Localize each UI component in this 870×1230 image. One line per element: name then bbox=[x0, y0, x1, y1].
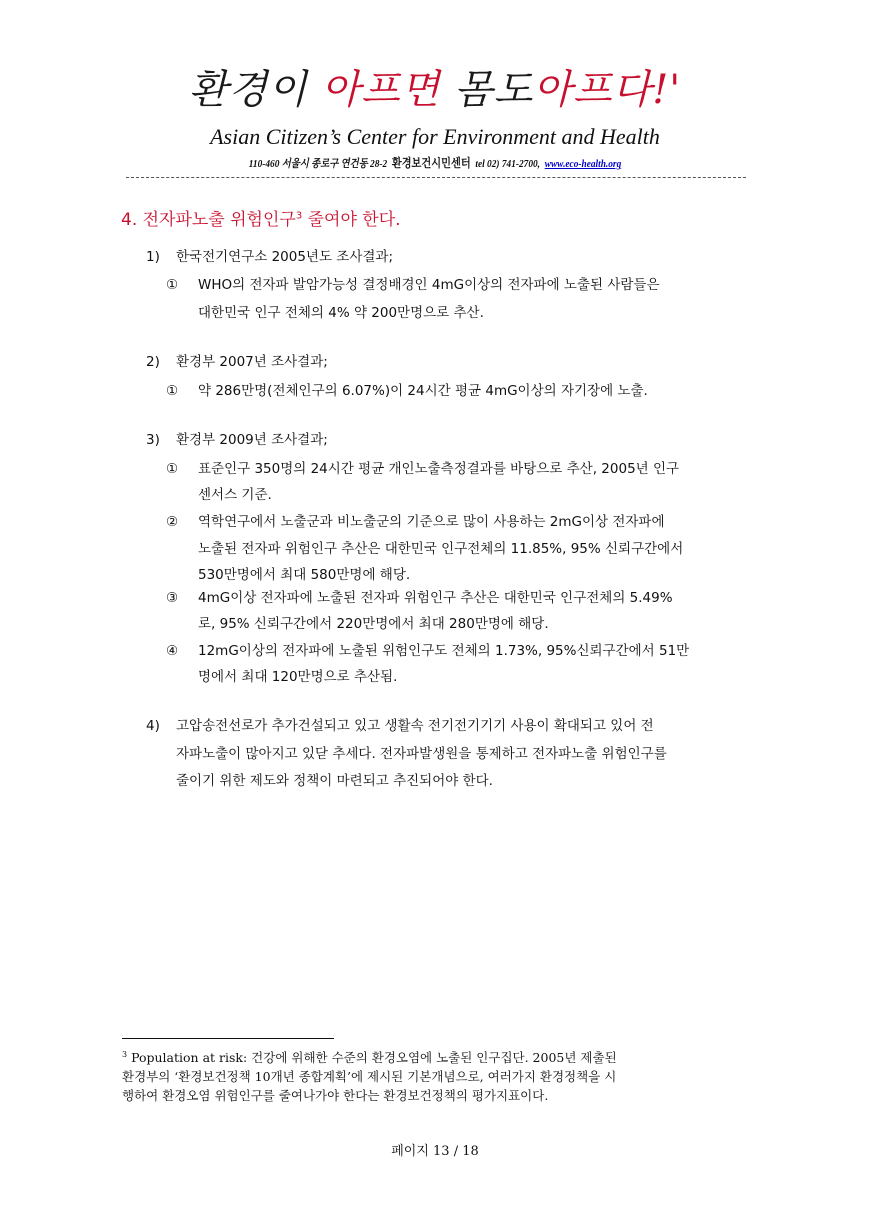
footnote-line bbox=[122, 1045, 744, 1067]
section-title-text: 4. 전자파노출 위험인구 bbox=[121, 210, 296, 230]
item-text: 환경부 2007년 조사결과; bbox=[176, 354, 328, 370]
item-text: 표준인구 350명의 24시간 평균 개인노출측정결과를 바탕으로 추산, 2005년 인구 bbox=[198, 461, 680, 477]
website-link[interactable]: www.eco-health.org bbox=[544, 158, 622, 170]
slogan-part-3: 몸도 bbox=[454, 67, 534, 113]
item-text: 12mG이상의 전자파에 노출된 위험인구도 전체의 1.73%, 95%신뢰구간에서 51만 bbox=[198, 643, 690, 659]
footnote-text-3: 행하여 환경오염 위험인구를 줄여나가야 한다는 환경보건정책의 평가지표이다. bbox=[122, 1088, 549, 1104]
slogan-part-2: 아프면 bbox=[321, 67, 454, 113]
page-number: 페이지 13 / 18 bbox=[391, 1144, 479, 1159]
slogan-part-4: 아프다!' bbox=[533, 67, 682, 113]
item-text: 고압송전선로가 추가건설되고 있고 생활속 전기전기기기 사용이 확대되고 있어 전 bbox=[176, 718, 654, 734]
header-divider bbox=[126, 177, 746, 178]
item-text: 센서스 기준. bbox=[198, 487, 272, 503]
item-text: 자파노출이 많아지고 있닫 추세다. 전자파발생원을 통제하고 전자파노출 위험인구를 bbox=[176, 746, 667, 762]
item-text: 한국전기연구소 2005년도 조사결과; bbox=[176, 249, 394, 265]
item-text: 4mG이상 전자파에 노출된 전자파 위험인구 추산은 대한민국 인구전체의 5.49% bbox=[198, 590, 673, 606]
slogan-logo bbox=[0, 62, 870, 118]
item-text: 대한민국 인구 전체의 4% 약 200만명으로 추산. bbox=[198, 305, 484, 321]
item-text: WHO의 전자파 발암가능성 결정배경인 4mG이상의 전자파에 노출된 사람들은 bbox=[198, 277, 660, 293]
org-name-en: Asian Citizen’s Center for Environment and Health bbox=[210, 124, 660, 149]
item-number: ③ bbox=[166, 590, 179, 606]
item-number: ④ bbox=[166, 643, 179, 659]
address: 110-460 서울시 종로구 연건동 28-2 bbox=[248, 158, 388, 170]
footnote-divider bbox=[122, 1038, 334, 1039]
item-text: 역학연구에서 노출군과 비노출군의 기준으로 많이 사용하는 2mG이상 전자파에 bbox=[198, 514, 665, 530]
item-text: 로, 95% 신뢰구간에서 220만명에서 최대 280만명에 해당. bbox=[198, 616, 549, 632]
footnote-text-2: 환경부의 ‘환경보건정책 10개년 종합계획’에 제시된 기본개념으로, 여러가지 환경정책을 시 bbox=[122, 1069, 617, 1085]
section-title bbox=[121, 205, 401, 230]
item-text: 약 286만명(전체인구의 6.07%)이 24시간 평균 4mG이상의 자기장에 노출. bbox=[198, 383, 648, 399]
item-number: ② bbox=[166, 514, 179, 530]
footnote-mark: 3 bbox=[122, 1050, 128, 1059]
org-name-ko: 환경보건시민센터 bbox=[391, 156, 471, 170]
address-line bbox=[65, 154, 805, 171]
item-text: 530만명에서 최대 580만명에 해당. bbox=[198, 567, 411, 583]
item-number: ① bbox=[166, 277, 179, 293]
letterhead bbox=[0, 62, 870, 171]
item-text: 노출된 전자파 위험인구 추산은 대한민국 인구전체의 11.85%, 95% 신뢰구간에서 bbox=[198, 541, 684, 557]
footnote bbox=[122, 1045, 744, 1105]
telephone: tel 02) 741-2700, bbox=[475, 158, 541, 170]
footnote-ref[interactable]: 3 bbox=[295, 210, 303, 222]
item-number: 3) bbox=[146, 432, 160, 448]
item-text: 줄이기 위한 제도와 정책이 마련되고 추진되어야 한다. bbox=[176, 773, 493, 789]
item-text: 명에서 최대 120만명으로 추산됨. bbox=[198, 669, 398, 685]
section-title-end: 줄여야 한다. bbox=[302, 210, 401, 230]
item-number: ① bbox=[166, 383, 179, 399]
item-text: 환경부 2009년 조사결과; bbox=[176, 432, 328, 448]
item-number: 4) bbox=[146, 718, 160, 734]
item-number: 2) bbox=[146, 354, 160, 370]
item-number: 1) bbox=[146, 249, 160, 265]
footnote-text-1: Population at risk: 건강에 위해한 수준의 환경오염에 노출된 인구집단. 2005년 제출된 bbox=[127, 1050, 617, 1066]
slogan-part-1: 환경이 bbox=[188, 67, 322, 113]
item-number: ① bbox=[166, 461, 179, 477]
